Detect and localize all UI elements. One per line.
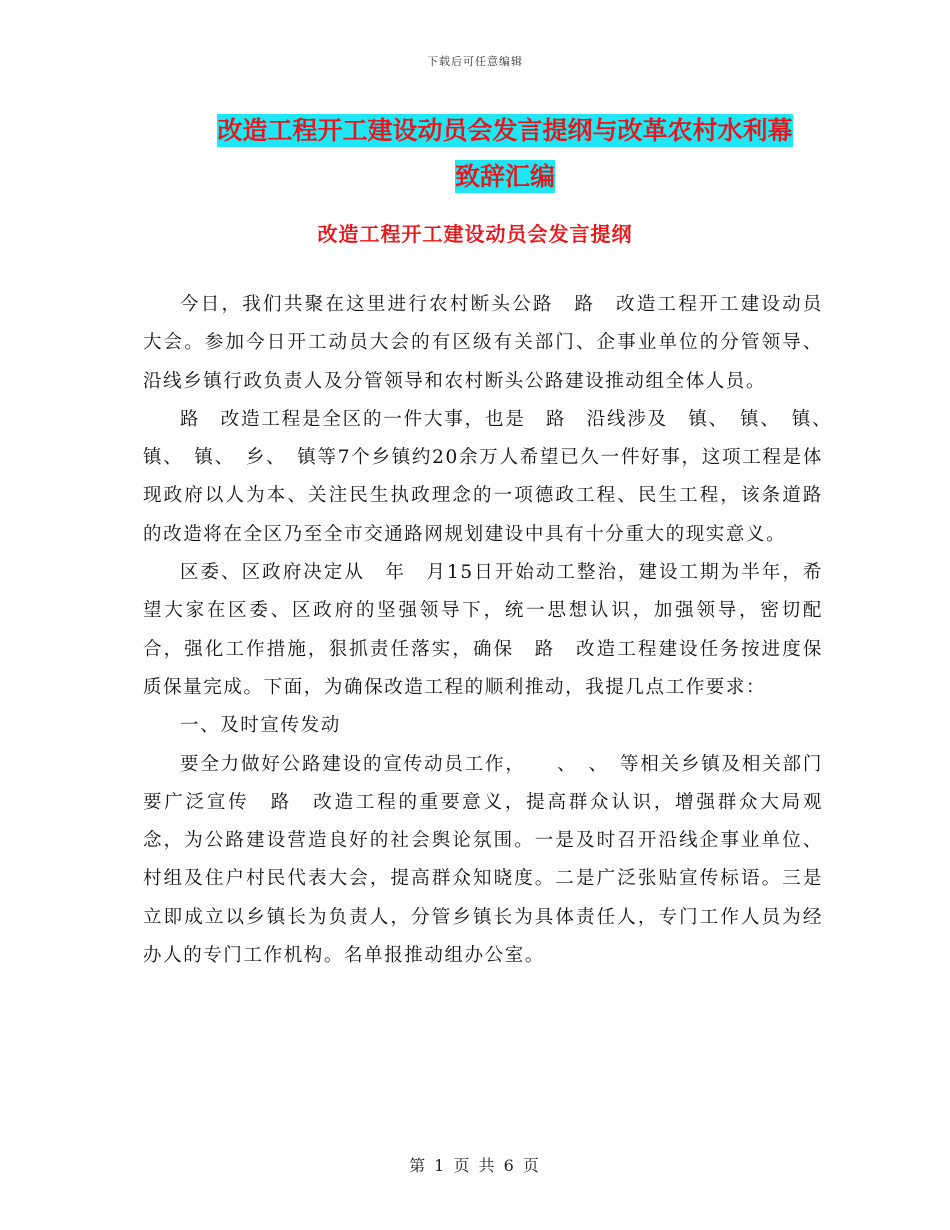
- subheading: 一、及时宣传发动: [180, 715, 341, 737]
- document-title-line-2: 致辞汇编: [454, 162, 555, 191]
- document-title-line-1: 改造工程开工建设动员会发言提纲与改革农村水利幕: [217, 116, 793, 145]
- paragraph: 区委、区政府决定从 年 月15日开始动工整治，建设工期为半年，希望大家在区委、区政府的坚强领导下，统一思想认识，加强领导，密切配合，强化工作措施，狠抓责任落实，确保 路 改造工程建设任务按进度保质保量完成。下面，为确保改造工程的顺利推动，我提几点工作要求：: [143, 562, 823, 698]
- header-note: 下载后可任意编辑: [427, 55, 523, 68]
- body-text: [143, 286, 844, 975]
- document-title: [140, 108, 870, 200]
- paragraph: 要全力做好公路建设的宣传动员工作， 、 、 等相关乡镇及相关部门要广泛宣传 路 改造工程的重要意义，提高群众认识，增强群众大局观念，为公路建设营造良好的社会舆论氛围。一是及时召开沿线企事业单位、村组及住户村民代表大会，提高群众知晓度。二是广泛张贴宣传标语。三是立即成立以乡镇长为负责人，分管乡镇长为具体责任人，专门工作人员为经办人的专门工作机构。名单报推动组办公室。: [143, 753, 823, 967]
- section-title: 改造工程开工建设动员会发言提纲: [317, 222, 633, 246]
- page-number-footer: 第 1 页 共 6 页: [409, 1156, 541, 1175]
- paragraph: 今日，我们共聚在这里进行农村断头公路 路 改造工程开工建设动员大会。参加今日开工动员大会的有区级有关部门、企事业单位的分管领导、沿线乡镇行政负责人及分管领导和农村断头公路建设推动组全体人员。: [143, 294, 823, 392]
- paragraph: 路 改造工程是全区的一件大事，也是 路 沿线涉及 镇、 镇、 镇、 镇、 镇、 乡、 镇等7个乡镇约20余万人希望已久一件好事，这项工程是体现政府以人为本、关注民生执政理念的一项德政工程、民生工程，该条道路的改造将在全区乃至全市交通路网规划建设中具有十分重大的现实意义。: [143, 408, 844, 545]
